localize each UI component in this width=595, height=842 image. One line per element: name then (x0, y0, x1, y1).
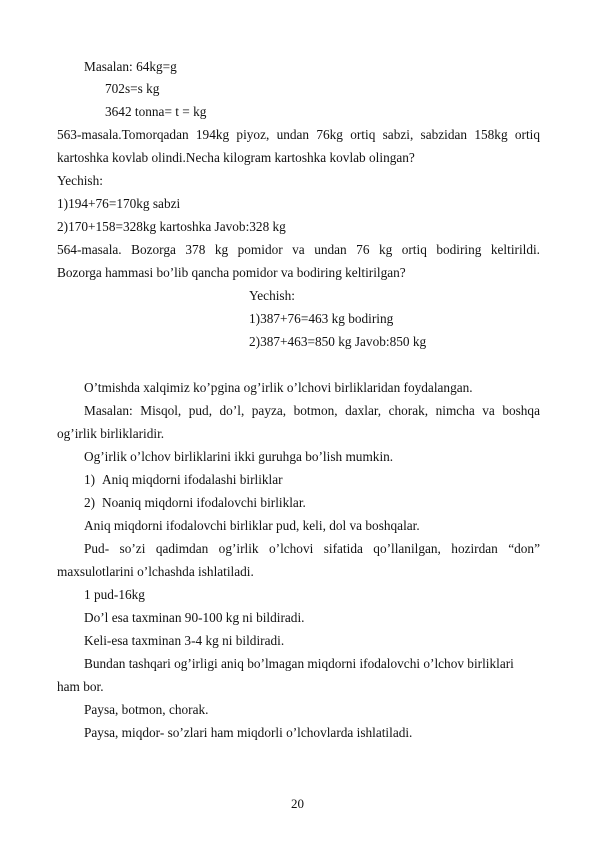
example-line-3: 3642 tonna= t = kg (105, 104, 207, 119)
solution-2-step-2: 2)387+463=850 kg Javob:850 kg (249, 334, 427, 349)
list-marker-1: 1) (84, 472, 96, 487)
keli-definition: Keli-esa taxminan 3-4 kg ni bildiradi. (84, 633, 285, 648)
list-item-2 (84, 494, 540, 511)
paragraph-history: O’tmishda xalqimiz ko’pgina og’irlik o’lchovi birliklaridan foydalangan. (84, 380, 473, 395)
paragraph-pud-line-1: Pud- so’zi qadimdan og’irlik o’lchovi sifatida qo’llanilgan, hozirdan “don” (84, 541, 540, 556)
problem-564-line-2: Bozorga hammasi bo’lib qancha pomidor va bodiring keltirilgan? (57, 265, 406, 280)
paragraph-groups: Og’irlik o’lchov birliklarini ikki guruhga bo’lish mumkin. (84, 449, 394, 464)
problem-563-line-1: 563-masala.Tomorqadan 194kg piyoz, undan 76kg ortiq sabzi, sabzidan 158kg ortiq (57, 127, 540, 142)
solution-step-1: 1)194+76=170kg sabzi (57, 196, 181, 211)
page-number: 20 (291, 796, 304, 811)
example-line-2: 702s=s kg (105, 81, 160, 96)
inexact-units-list: Paysa, botmon, chorak. (84, 702, 209, 717)
paragraph-exact-units: Aniq miqdorni ifodalovchi birliklar pud, keli, dol va boshqalar. (84, 518, 420, 533)
dol-definition: Do’l esa taxminan 90-100 kg ni bildiradi. (84, 610, 305, 625)
paragraph-pud-line-2: maxsulotlarini o’lchashda ishlatiladi. (57, 564, 254, 579)
paragraph-inexact-line-1: Bundan tashqari og’irligi aniq bo’lmagan miqdorni ifodalovchi o’lchov birliklari (84, 656, 514, 671)
solution-step-2: 2)170+158=328kg kartoshka Javob:328 kg (57, 219, 286, 234)
solution-heading-2: Yechish: (249, 288, 295, 303)
paragraph-examples-line-2: og’irlik birliklaridir. (57, 426, 165, 441)
list-marker-2: 2) (84, 495, 96, 510)
example-line-1: Masalan: 64kg=g (84, 59, 177, 74)
problem-563-line-2: kartoshka kovlab olindi.Necha kilogram kartoshka kovlab olingan? (57, 150, 415, 165)
problem-564-line-1: 564-masala. Bozorga 378 kg pomidor va undan 76 kg ortiq bodiring keltirildi. (57, 242, 540, 257)
pud-definition: 1 pud-16kg (84, 587, 145, 602)
paragraph-inexact-line-2: ham bor. (57, 679, 104, 694)
solution-2-step-1: 1)387+76=463 kg bodiring (249, 311, 394, 326)
solution-heading: Yechish: (57, 173, 103, 188)
paragraph-paysa: Paysa, miqdor- so’zlari ham miqdorli o’lchovlarda ishlatiladi. (84, 725, 413, 740)
list-item-2-text: Noaniq miqdorni ifodalovchi birliklar. (102, 495, 306, 510)
list-item-1 (84, 471, 540, 488)
list-item-1-text: Aniq miqdorni ifodalashi birliklar (102, 472, 283, 487)
paragraph-examples-line-1: Masalan: Misqol, pud, do’l, payza, botmon, daxlar, chorak, nimcha va boshqa (84, 403, 540, 418)
